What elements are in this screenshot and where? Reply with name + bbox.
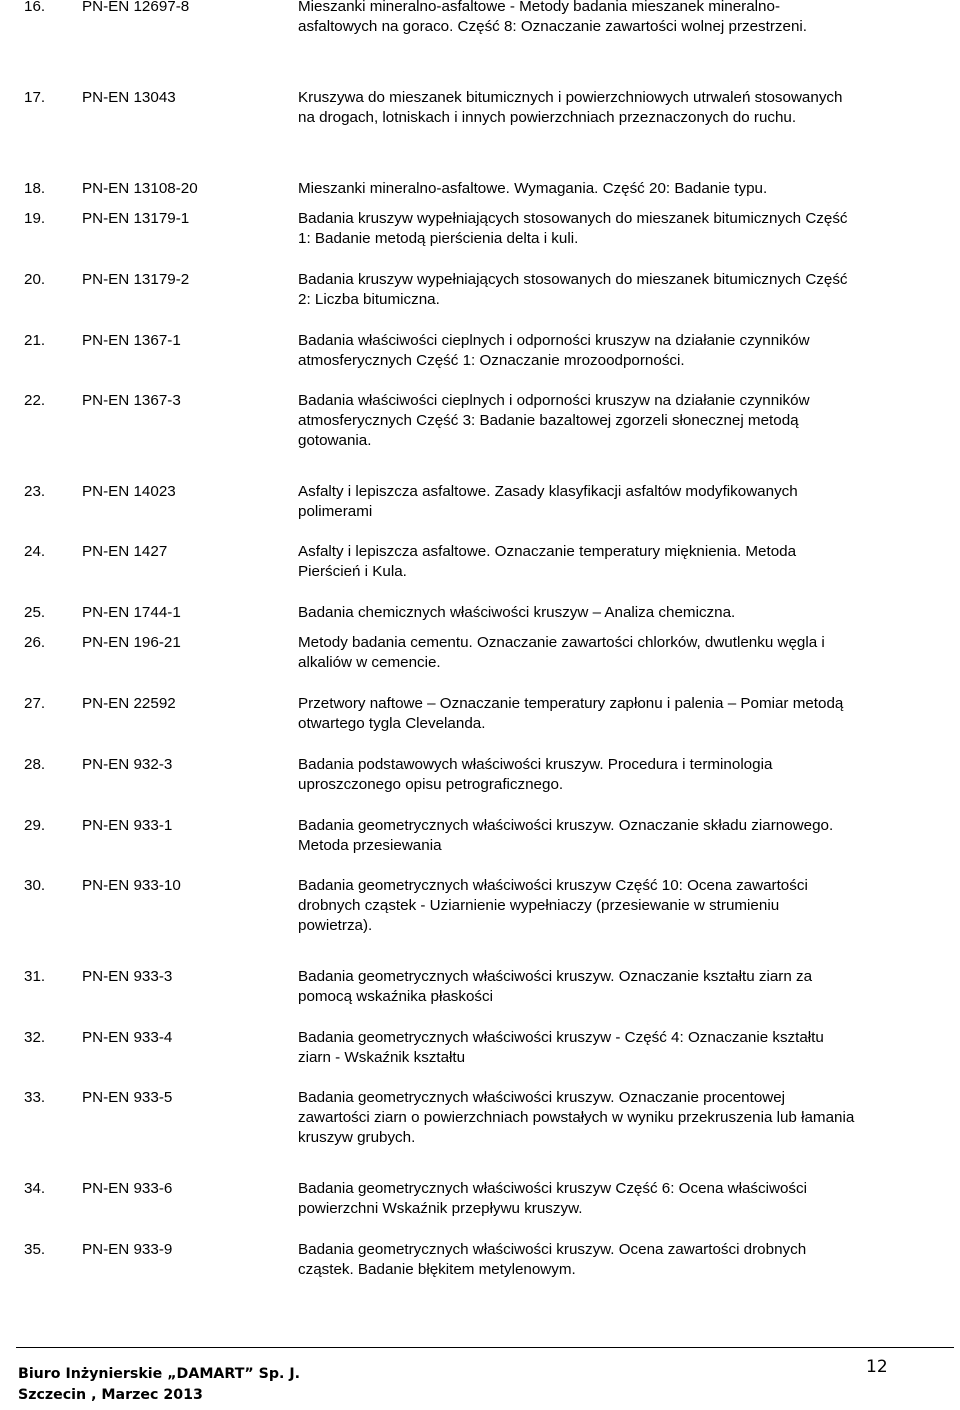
standard-title-line: Pierścień i Kula. [298,563,407,581]
standard-code: PN-EN 1367-3 [82,392,181,409]
standard-title-line: Badania właściwości cieplnych i odporności kruszyw na działanie czynników [298,392,810,409]
standard-title-line: powierzchni Wskaźnik przepływu kruszyw. [298,1200,583,1218]
standard-title-line: Badania kruszyw wypełniających stosowanych do mieszanek bitumicznych Część [298,210,848,227]
entry-number: 24. [24,543,46,560]
standard-code: PN-EN 22592 [82,695,176,712]
footer-place-date: Szczecin , Marzec 2013 [18,1387,203,1403]
standard-code: PN-EN 933-10 [82,877,181,894]
standard-title [298,633,938,673]
standard-title [298,482,938,522]
standard-title-line: Asfalty i lepiszcza asfaltowe. Oznaczanie temperatury mięknienia. Metoda [298,543,797,560]
standard-title-line: Przetwory naftowe – Oznaczanie temperatury zapłonu i palenia – Pomiar metodą [298,695,844,712]
standard-title-line: gotowania. [298,432,372,450]
standard-title [298,542,938,582]
standard-code: PN-EN 933-1 [82,817,173,834]
standard-title [298,603,938,623]
standard-code: PN-EN 933-6 [82,1180,173,1197]
standard-title-line: Badania kruszyw wypełniających stosowanych do mieszanek bitumicznych Część [298,271,848,288]
standard-title-line: polimerami [298,503,373,521]
standard-title-line: na drogach, lotniskach i innych powierzchniach przeznaczonych do ruchu. [298,109,797,127]
entry-number: 27. [24,695,46,712]
footer-company-block [18,1364,300,1406]
standard-title-line: Kruszywa do mieszanek bitumicznych i powierzchniowych utrwaleń stosowanych [298,89,843,106]
entry-number: 35. [24,1241,46,1258]
standard-title-line: atmosferycznych Część 1: Oznaczanie mrozoodporności. [298,352,685,370]
standard-title [298,270,938,310]
standard-code: PN-EN 13179-1 [82,210,190,227]
standard-title-line: otwartego tygla Clevelanda. [298,715,486,733]
standard-title [298,331,938,371]
standard-title-line: drobnych cząstek - Uziarnienie wypełniaczy (przesiewanie w strumieniu [298,897,780,915]
footer-divider [16,1347,954,1348]
standard-title-line: Metoda przesiewania [298,837,442,855]
standard-title-line: Badania geometrycznych właściwości kruszyw Część 10: Ocena zawartości [298,877,808,894]
standard-title-line: kruszyw grubych. [298,1129,416,1147]
standard-title [298,967,938,1007]
standard-code: PN-EN 933-3 [82,968,173,985]
standard-title-line: 2: Liczba bitumiczna. [298,291,440,309]
standard-title [298,1028,938,1068]
standard-code: PN-EN 1367-1 [82,332,181,349]
standard-title [298,694,938,734]
entry-number: 30. [24,877,46,894]
standard-title-line: Badania geometrycznych właściwości kruszyw. Oznaczanie kształtu ziarn za [298,968,813,985]
entry-number: 19. [24,210,46,227]
standard-title-line: asfaltowych na goraco. Część 8: Oznaczanie zawartości wolnej przestrzeni. [298,18,808,36]
entry-number: 28. [24,756,46,773]
standard-title-line: ziarn - Wskaźnik kształtu [298,1049,466,1067]
entry-number: 34. [24,1180,46,1197]
standard-code: PN-EN 13108-20 [82,180,198,197]
standard-title [298,876,938,937]
standard-code: PN-EN 13043 [82,89,176,106]
standard-code: PN-EN 933-5 [82,1089,173,1106]
standard-title [298,209,938,249]
standard-title [298,391,938,452]
entry-number: 25. [24,604,46,621]
entry-number: 26. [24,634,46,651]
standard-title [298,1240,938,1280]
standard-title-line: 1: Badanie metodą pierścienia delta i kuli. [298,230,579,248]
standard-title [298,0,938,37]
standard-title-line: Badania chemicznych właściwości kruszyw – Analiza chemiczna. [298,604,736,621]
standard-title-line: alkaliów w cemencie. [298,654,441,672]
entry-number: 20. [24,271,46,288]
entry-number: 21. [24,332,46,349]
standard-title [298,816,938,856]
standard-code: PN-EN 932-3 [82,756,173,773]
standard-title [298,179,938,199]
standard-title [298,755,938,795]
standard-title-line: Badania geometrycznych właściwości kruszyw. Ocena zawartości drobnych [298,1241,807,1258]
standard-title-line: powietrza). [298,917,373,935]
entry-number: 32. [24,1029,46,1046]
standard-title-line: Mieszanki mineralno-asfaltowe. Wymagania. Część 20: Badanie typu. [298,180,768,197]
standard-code: PN-EN 14023 [82,483,176,500]
standard-title-line: Badania właściwości cieplnych i odporności kruszyw na działanie czynników [298,332,810,349]
entry-number: 16. [24,0,46,15]
standard-title-line: cząstek. Badanie błękitem metylenowym. [298,1261,576,1279]
entry-number: 18. [24,180,46,197]
standard-title-line: uproszczonego opisu petrograficznego. [298,776,564,794]
standard-title-line: atmosferycznych Część 3: Badanie bazaltowej zgorzeli słonecznej metodą [298,412,799,430]
standard-title-line: Mieszanki mineralno-asfaltowe - Metody badania mieszanek mineralno- [298,0,781,15]
standard-title [298,1088,938,1149]
standard-code: PN-EN 12697-8 [82,0,190,15]
entry-number: 22. [24,392,46,409]
standard-title-line: Badania geometrycznych właściwości kruszyw - Część 4: Oznaczanie kształtu [298,1029,824,1046]
standard-title [298,88,938,128]
standard-code: PN-EN 933-4 [82,1029,173,1046]
standard-code: PN-EN 13179-2 [82,271,190,288]
entry-number: 29. [24,817,46,834]
entry-number: 17. [24,89,46,106]
standard-title-line: Metody badania cementu. Oznaczanie zawartości chlorków, dwutlenku węgla i [298,634,825,651]
standard-code: PN-EN 1744-1 [82,604,181,621]
standard-title-line: Badania podstawowych właściwości kruszyw. Procedura i terminologia [298,756,773,773]
standard-title [298,1179,938,1219]
footer-company: Biuro Inżynierskie „DAMART” Sp. J. [18,1366,301,1382]
standard-title-line: Badania geometrycznych właściwości kruszyw Część 6: Ocena właściwości [298,1180,807,1197]
standard-title-line: pomocą wskaźnika płaskości [298,988,493,1006]
standard-code: PN-EN 1427 [82,543,168,560]
standard-code: PN-EN 933-9 [82,1241,173,1258]
standard-code: PN-EN 196-21 [82,634,181,651]
standard-title-line: Badania geometrycznych właściwości kruszyw. Oznaczanie składu ziarnowego. [298,817,834,834]
entry-number: 33. [24,1089,46,1106]
standard-title-line: Asfalty i lepiszcza asfaltowe. Zasady klasyfikacji asfaltów modyfikowanych [298,483,798,500]
standard-title-line: Badania geometrycznych właściwości kruszyw. Oznaczanie procentowej [298,1089,786,1106]
standard-title-line: zawartości ziarn o powierzchniach powstałych w wyniku przekruszenia lub łamania [298,1109,855,1127]
entry-number: 31. [24,968,46,985]
page-number: 12 [866,1357,888,1377]
entry-number: 23. [24,483,46,500]
